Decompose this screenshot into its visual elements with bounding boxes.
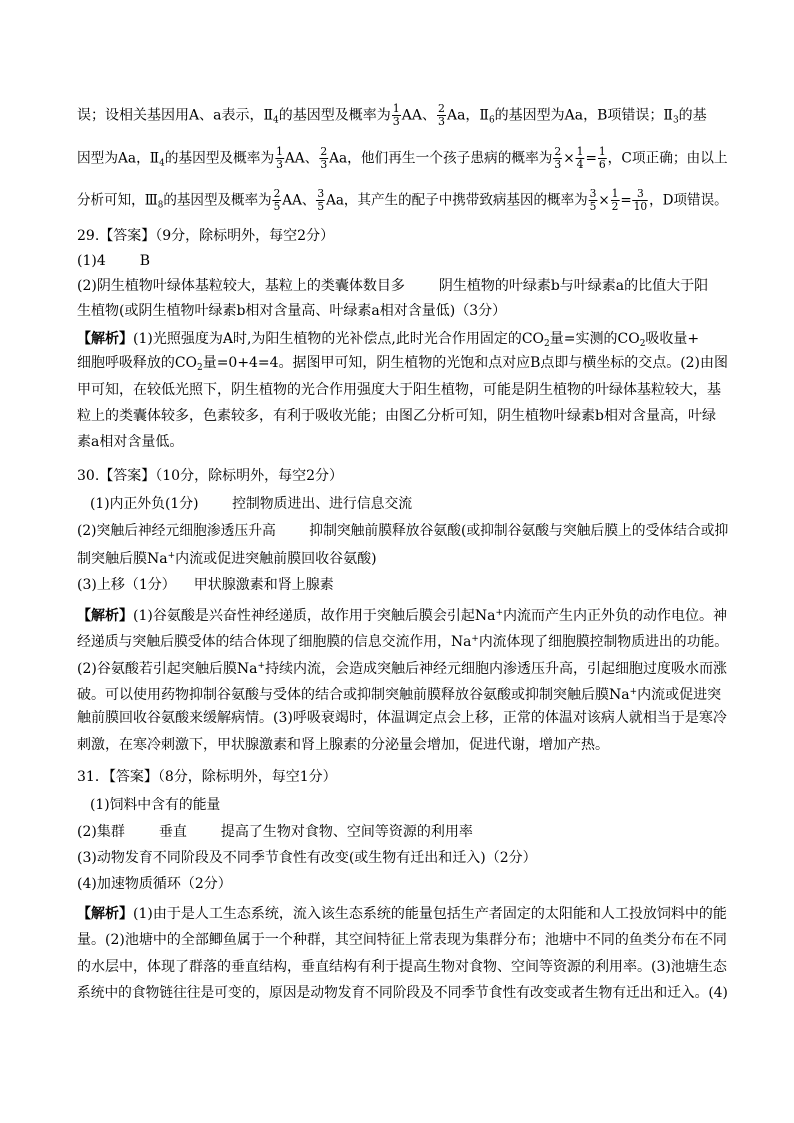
text: (2)突触后神经元细胞渗透压升高: [77, 523, 276, 539]
fraction-2-3: $\frac{2}{3}$: [320, 145, 328, 171]
text: 内流而产生内正外负的动作电位。神: [502, 608, 727, 624]
text: (2)集群: [77, 824, 125, 840]
text: 垂直: [158, 824, 187, 840]
text: Aa，Ⅱ: [446, 107, 489, 124]
superscript: +: [495, 608, 503, 618]
subscript: 4: [272, 115, 279, 126]
text: 的基因型为Aa，B项错误；Ⅱ: [494, 107, 673, 124]
text: ×: [563, 150, 575, 167]
text: 分析可知，Ⅲ: [77, 192, 158, 209]
analysis-label: 【解析】: [77, 906, 133, 922]
fraction-1-6: $\frac{1}{6}$: [598, 145, 606, 171]
text: 吸收量+: [645, 331, 700, 347]
text: =: [620, 192, 632, 209]
text: 的基因型及概率为: [278, 107, 391, 124]
q30-analysis-line-2: [77, 629, 729, 652]
q30-answer-2-line-2: [77, 546, 722, 569]
q28-line-1: [77, 103, 722, 131]
text: 量=实测的CO: [549, 331, 640, 347]
q30-analysis-line-1: [77, 603, 727, 626]
text: Aa，其产生的配子中携带致病基因的概率为: [326, 192, 588, 209]
q29-header: 29.【答案】（9分，除标明外，每空2分）: [77, 228, 335, 244]
subscript: 4: [159, 158, 165, 169]
text: 内流体现了细胞膜控制物质进出的功能。: [478, 634, 729, 650]
text: 的基: [678, 107, 707, 124]
q29-analysis-line-5: 素a相对含量低。: [77, 434, 184, 450]
superscript: +: [471, 634, 479, 644]
fraction-1-4: $\frac{1}{4}$: [576, 145, 584, 171]
text: B: [139, 253, 151, 269]
q31-answer-3: (3)动物发育不同阶段及不同季节食性有改变(或生物有迁出和迁入)（2分）: [77, 850, 537, 866]
text: 甲状腺激素和肾上腺素: [193, 577, 334, 593]
text: 持续内流，会造成突触后神经元细胞内渗透压升高，引起细胞过度吸水而涨: [264, 661, 727, 677]
q30-analysis-line-3: [77, 656, 727, 679]
text: (1)光照强度为A时,为阳生植物的光补偿点,此时光合作用固定的CO: [133, 331, 545, 347]
fraction-1-2: $\frac{1}{2}$: [611, 187, 619, 213]
subscript: 8: [157, 200, 164, 211]
q28-line-2: [77, 145, 728, 174]
subscript: 2: [197, 363, 203, 373]
text: =: [585, 150, 597, 167]
q29-analysis-line-1: [77, 329, 722, 354]
q31-answer-2: [77, 822, 722, 842]
text: 破。可以使用药物抑制谷氨酸与受体的结合或抑制突触前膜释放谷氨酸或抑制突触后膜Na: [77, 687, 630, 703]
q30-answer-3: [77, 575, 722, 595]
text: (1)内正外负(1分): [90, 496, 199, 512]
subscript: 2: [544, 339, 550, 349]
text: (1)谷氨酸是兴奋性神经递质，故作用于突触后膜会引起Na: [133, 608, 496, 624]
text: 内流或促进突触前膜回收谷氨酸): [175, 551, 377, 567]
q31-header: 31．【答案】（8分，除标明外，每空1分）: [77, 769, 337, 785]
text: ×: [598, 192, 610, 209]
q31-answer-4: (4)加速物质循环（2分）: [77, 876, 232, 892]
q30-analysis-line-4: [77, 682, 722, 705]
text: (1)4: [77, 253, 106, 269]
text: 量=0+4=4。据图甲可知，阴生植物的光饱和点对应B点即与横坐标的交点。(2)由图: [202, 355, 728, 371]
superscript: +: [629, 687, 638, 697]
q30-analysis-line-6: 刺激，在寒冷刺激下，甲状腺激素和肾上腺素的分泌量会增加，促进代谢，增加产热。: [77, 737, 609, 753]
fraction-1-3: $\frac{1}{3}$: [276, 145, 283, 171]
q29-analysis-line-2: [77, 353, 728, 378]
text: ，D项错误。: [649, 192, 728, 209]
text: (1)由于是人工生态系统，流入该生态系统的能量包括生产者固定的太阳能和人工投放饲料中的能: [133, 906, 727, 922]
subscript: 2: [639, 339, 646, 349]
fraction-3-5: $\frac{3}{5}$: [317, 187, 325, 213]
text: 控制物质进出、进行信息交流: [232, 496, 413, 512]
q30-answer-2-line-1: [77, 521, 729, 541]
analysis-label: 【解析】: [77, 331, 133, 347]
superscript: +: [257, 661, 265, 671]
q29-answer-1: [77, 251, 722, 271]
q30-answer-1: [90, 494, 728, 514]
fraction-3-5: $\frac{3}{5}$: [589, 187, 597, 213]
subscript: 6: [488, 115, 495, 126]
q29-answer-2-line-2: 生植物(或阴生植物叶绿素b相对含量高、叶绿素a相对含量低)（3分）: [77, 303, 507, 319]
text: 提高了生物对食物、空间等资源的利用率: [220, 824, 473, 840]
text: ，C项正确；由以上: [607, 150, 728, 167]
q29-answer-2-line-1: [77, 276, 722, 296]
fraction-1-3: $\frac{1}{3}$: [392, 102, 400, 128]
fraction-2-3: $\frac{2}{3}$: [554, 145, 562, 171]
analysis-label: 【解析】: [77, 608, 133, 624]
text: 的基因型及概率为: [164, 150, 275, 167]
text: AA、: [401, 107, 436, 124]
text: 制突触后膜Na: [77, 551, 168, 567]
q31-analysis-line-2: 量。(2)池塘中的全部鲫鱼属于一个种群，其空间特征上常表现为集群分布；池塘中不同的鱼类分布在不同: [77, 932, 727, 948]
q28-line-3: [77, 187, 728, 216]
text: (2)阴生植物叶绿体基粒较大，基粒上的类囊体数目多: [77, 278, 405, 294]
text: 因型为Aa，Ⅱ: [77, 150, 160, 167]
text: 阴生植物的叶绿素b与叶绿素a的比值大于阳: [438, 278, 709, 294]
q30-header: 30.【答案】（10分，除标明外，每空2分）: [77, 468, 343, 484]
q31-analysis-line-1: [77, 904, 727, 924]
text: 细胞呼吸释放的CO: [77, 355, 198, 371]
subscript: 3: [672, 115, 679, 126]
fraction-3-10: $\frac{3}{10}$: [633, 187, 648, 213]
text: (3)上移（1分）: [77, 577, 176, 593]
q30-analysis-line-5: 触前膜回收谷氨酸来缓解病情。(3)呼吸衰竭时，体温调定点会上移，正常的体温对该病人就相当于是寒冷: [77, 710, 727, 726]
q29-analysis-line-4: 粒上的类囊体较多，色素较多，有利于吸收光能；由图乙分析可知，阴生植物叶绿素b相对含量高，叶绿: [77, 408, 716, 424]
q31-answer-1: (1)饲料中含有的能量: [90, 797, 221, 813]
text: 误；设相关基因用A、a表示，Ⅱ: [77, 107, 273, 124]
q31-analysis-line-4: 系统中的食物链往往是可变的，原因是动物发育不同阶段及不同季节食性有改变或者生物有迁出和迁入。(4): [77, 985, 728, 1001]
q31-analysis-line-3: 的水层中，体现了群落的垂直结构，垂直结构有利于提高生物对食物、空间等资源的利用率。(3)池塘生态: [77, 959, 727, 975]
fraction-2-3: $\frac{2}{3}$: [437, 102, 445, 128]
text: (2)谷氨酸若引起突触后膜Na: [77, 661, 258, 677]
text: 经递质与突触后膜受体的结合体现了细胞膜的信息交流作用，Na: [77, 634, 472, 650]
superscript: +: [167, 551, 176, 561]
text: 抑制突触前膜释放谷氨酸(或抑制谷氨酸与突触后膜上的受体结合或抑: [309, 523, 729, 539]
text: 内流或促进突: [637, 687, 722, 703]
text: Aa，他们再生一个孩子患病的概率为: [329, 150, 553, 167]
text: AA、: [284, 150, 319, 167]
q29-analysis-line-3: 甲可知，在较低光照下，阴生植物的光合作用强度大于阳生植物，可能是阴生植物的叶绿体基粒较大，基: [77, 382, 721, 398]
text: AA、: [282, 192, 316, 209]
text: 的基因型及概率为: [163, 192, 272, 209]
fraction-2-5: $\frac{2}{5}$: [273, 187, 281, 213]
